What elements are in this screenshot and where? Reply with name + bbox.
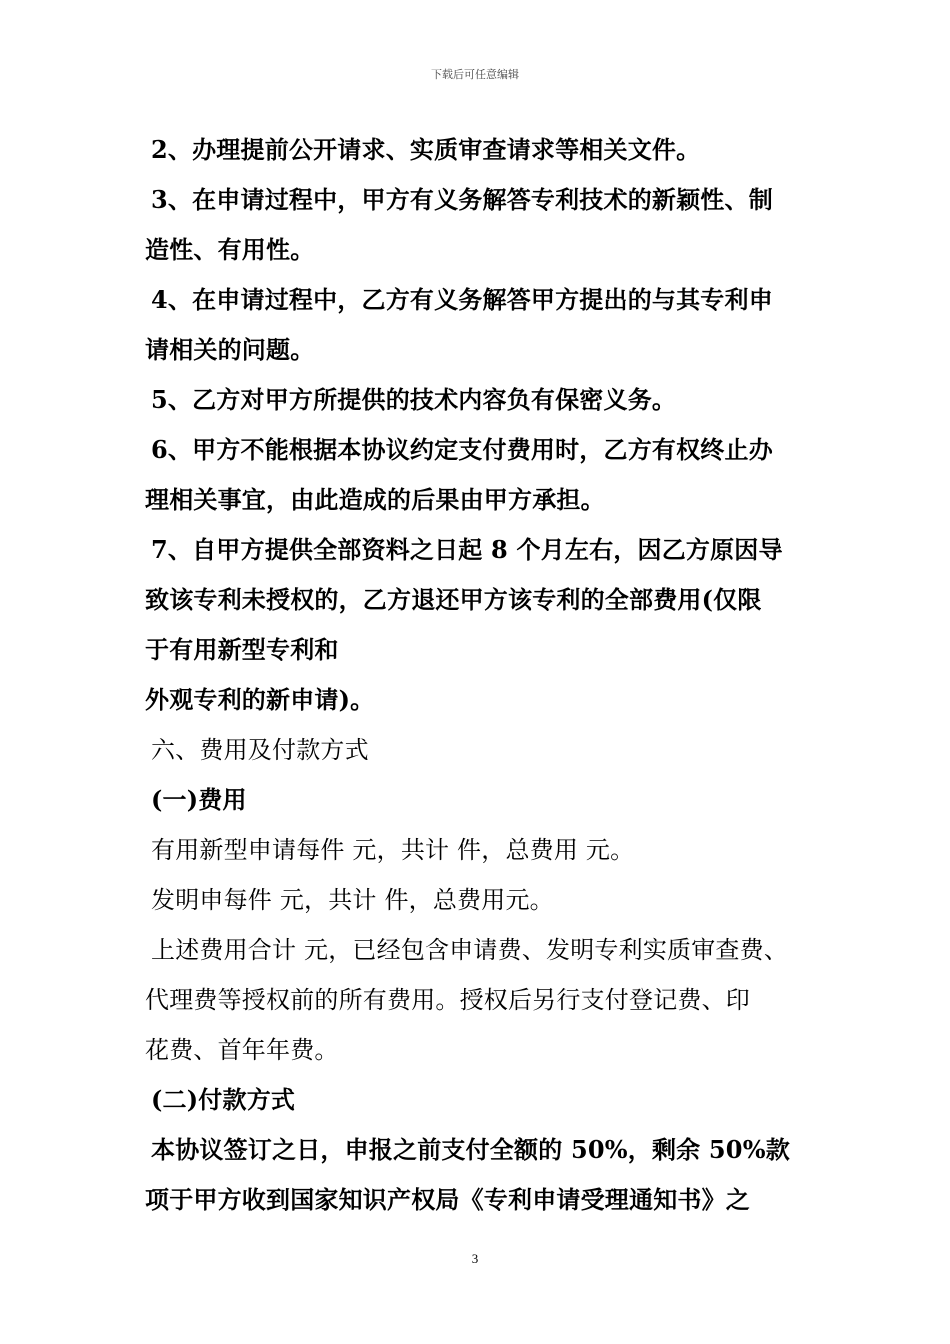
document-body [145, 128, 815, 1228]
clause-7-line-1: 7、自甲方提供全部资料之日起 8 个月左右，因乙方原因导 [151, 535, 783, 564]
payment-subheading: (二)付款方式 [151, 1085, 296, 1114]
clause-6-line-1: 6、甲方不能根据本协议约定支付费用时，乙方有权终止办 [151, 435, 773, 464]
section-6-heading: 六、费用及付款方式 [151, 736, 369, 764]
clause-4-line-1: 4、在申请过程中，乙方有义务解答甲方提出的与其专利申 [151, 285, 773, 314]
clause-4-line-2: 请相关的问题。 [145, 335, 315, 364]
clause-7-line-4: 外观专利的新申请)。 [145, 685, 375, 714]
utility-model-fee-line: 有用新型申请每件 元，共计 件，总费用 元。 [151, 836, 635, 864]
clause-3-line-1: 3、在申请过程中，甲方有义务解答专利技术的新颖性、制 [151, 185, 773, 214]
page-header: 下载后可任意编辑 [431, 68, 519, 81]
fees-subheading: (一)费用 [151, 785, 247, 814]
payment-line-1: 本协议签订之日，申报之前支付全额的 50%，剩余 50%款 [151, 1135, 790, 1164]
clause-7-line-2: 致该专利未授权的，乙方退还甲方该专利的全部费用(仅限 [145, 585, 762, 614]
clause-3-line-2: 造性、有用性。 [145, 235, 315, 264]
invention-fee-line: 发明申每件 元，共计 件，总费用元。 [151, 886, 554, 914]
payment-line-2: 项于甲方收到国家知识产权局《专利申请受理通知书》之 [145, 1185, 750, 1214]
fee-total-line-1: 上述费用合计 元，已经包含申请费、发明专利实质审查费、 [151, 936, 789, 964]
clause-2-line: 2、办理提前公开请求、实质审查请求等相关文件。 [151, 135, 701, 164]
fee-total-line-3: 花费、首年年费。 [145, 1036, 339, 1064]
fee-total-line-2: 代理费等授权前的所有费用。授权后另行支付登记费、印 [145, 986, 750, 1014]
page-number: 3 [471, 1251, 479, 1266]
clause-5-line: 5、乙方对甲方所提供的技术内容负有保密义务。 [151, 385, 677, 414]
clause-6-line-2: 理相关事宜，由此造成的后果由甲方承担。 [145, 485, 605, 514]
clause-7-line-3: 于有用新型专利和 [145, 635, 339, 664]
